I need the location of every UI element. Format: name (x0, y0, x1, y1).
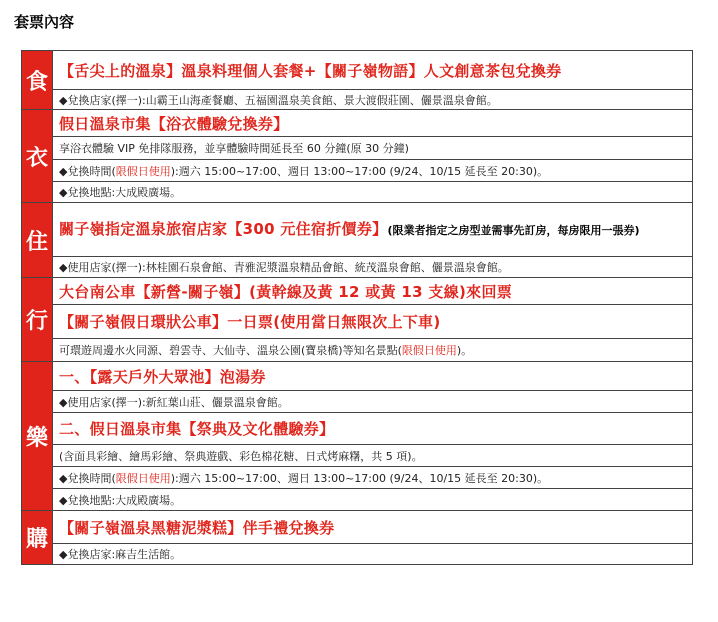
package-table (21, 50, 693, 565)
shop-note: ◆兌換店家:麻吉生活館。 (53, 544, 693, 565)
category-fun: 樂 (22, 362, 53, 511)
fun-title-2: 二、假日溫泉市集【祭典及文化體驗券】 (53, 413, 693, 445)
fun-time-suffix: ):週六 15:00~17:00、週日 13:00~17:00 (9/24、10/15 延長至 20:30)。 (170, 471, 549, 485)
table-row (22, 339, 693, 362)
table-row (22, 51, 693, 90)
clothing-time-suffix: ):週六 15:00~17:00、週日 13:00~17:00 (9/24、10/15 延長至 20:30)。 (170, 164, 549, 178)
travel-desc-prefix: 可環遊周邊水火同源、碧雲寺、大仙寺、溫泉公園(寶泉橋)等知名景點( (59, 344, 402, 357)
shop-title: 【關子嶺溫泉黑糖泥漿糕】伴手禮兌換券 (53, 511, 693, 544)
clothing-time-holiday: 限假日使用 (115, 164, 171, 178)
food-note: ◆兌換店家(擇一):山霸王山海產餐廳、五福園溫泉美食館、景大渡假莊園、儷景溫泉會館。 (53, 90, 693, 110)
food-title: 【舌尖上的溫泉】溫泉料理個人套餐+【關子嶺物語】人文創意茶包兌換券 (53, 51, 693, 90)
fun-time (53, 467, 693, 489)
clothing-time (53, 160, 693, 182)
fun-note-1: ◆使用店家(擇一):新紅葉山莊、儷景溫泉會館。 (53, 391, 693, 413)
page-title: 套票內容 (14, 13, 75, 31)
table-row (22, 467, 693, 489)
table-row (22, 413, 693, 445)
clothing-place: ◆兌換地點:大成殿廣場。 (53, 182, 693, 203)
lodging-title (53, 203, 693, 257)
lodging-title-main: 關子嶺指定溫泉旅宿店家【300 元住宿折價券】 (59, 220, 388, 238)
travel-title-1: 大台南公車【新營-關子嶺】(黃幹線及黃 12 或黃 13 支線)來回票 (53, 278, 693, 305)
table-row (22, 257, 693, 278)
category-clothing: 衣 (22, 110, 53, 203)
table-row (22, 110, 693, 137)
table-row (22, 160, 693, 182)
clothing-time-prefix: ◆兌換時間( (59, 164, 116, 178)
table-row (22, 362, 693, 391)
travel-desc (53, 339, 693, 362)
fun-time-holiday: 限假日使用 (115, 471, 171, 485)
table-row (22, 544, 693, 565)
table-row (22, 137, 693, 160)
fun-time-prefix: ◆兌換時間( (59, 471, 116, 485)
category-lodging: 住 (22, 203, 53, 278)
category-food: 食 (22, 51, 53, 110)
table-row (22, 511, 693, 544)
fun-desc: (含面具彩繪、繪馬彩繪、祭典遊戲、彩色棉花糖、日式烤麻糬，共 5 項)。 (53, 445, 693, 467)
category-shop: 購 (22, 511, 53, 565)
table-row (22, 445, 693, 467)
lodging-note: ◆使用店家(擇一):林桂園石泉會館、青雅泥漿溫泉精品會館、統茂溫泉會館、儷景溫泉會館。 (53, 257, 693, 278)
travel-desc-suffix: )。 (456, 344, 473, 357)
fun-place: ◆兌換地點:大成殿廣場。 (53, 489, 693, 511)
table-row (22, 203, 693, 257)
travel-title-2: 【關子嶺假日環狀公車】一日票(使用當日無限次上下車) (53, 305, 693, 339)
table-row (22, 278, 693, 305)
lodging-title-note: (限業者指定之房型並需事先訂房，每房限用一張券) (387, 224, 640, 237)
table-row (22, 391, 693, 413)
table-row (22, 305, 693, 339)
fun-title-1: 一、【露天戶外大眾池】泡湯券 (53, 362, 693, 391)
table-row (22, 489, 693, 511)
category-travel: 行 (22, 278, 53, 362)
table-row (22, 182, 693, 203)
table-row (22, 90, 693, 110)
clothing-desc: 享浴衣體驗 VIP 免排隊服務，並享體驗時間延長至 60 分鐘(原 30 分鐘) (53, 137, 693, 160)
travel-desc-holiday: 限假日使用 (401, 344, 457, 357)
clothing-title: 假日溫泉市集【浴衣體驗兌換券】 (53, 110, 693, 137)
